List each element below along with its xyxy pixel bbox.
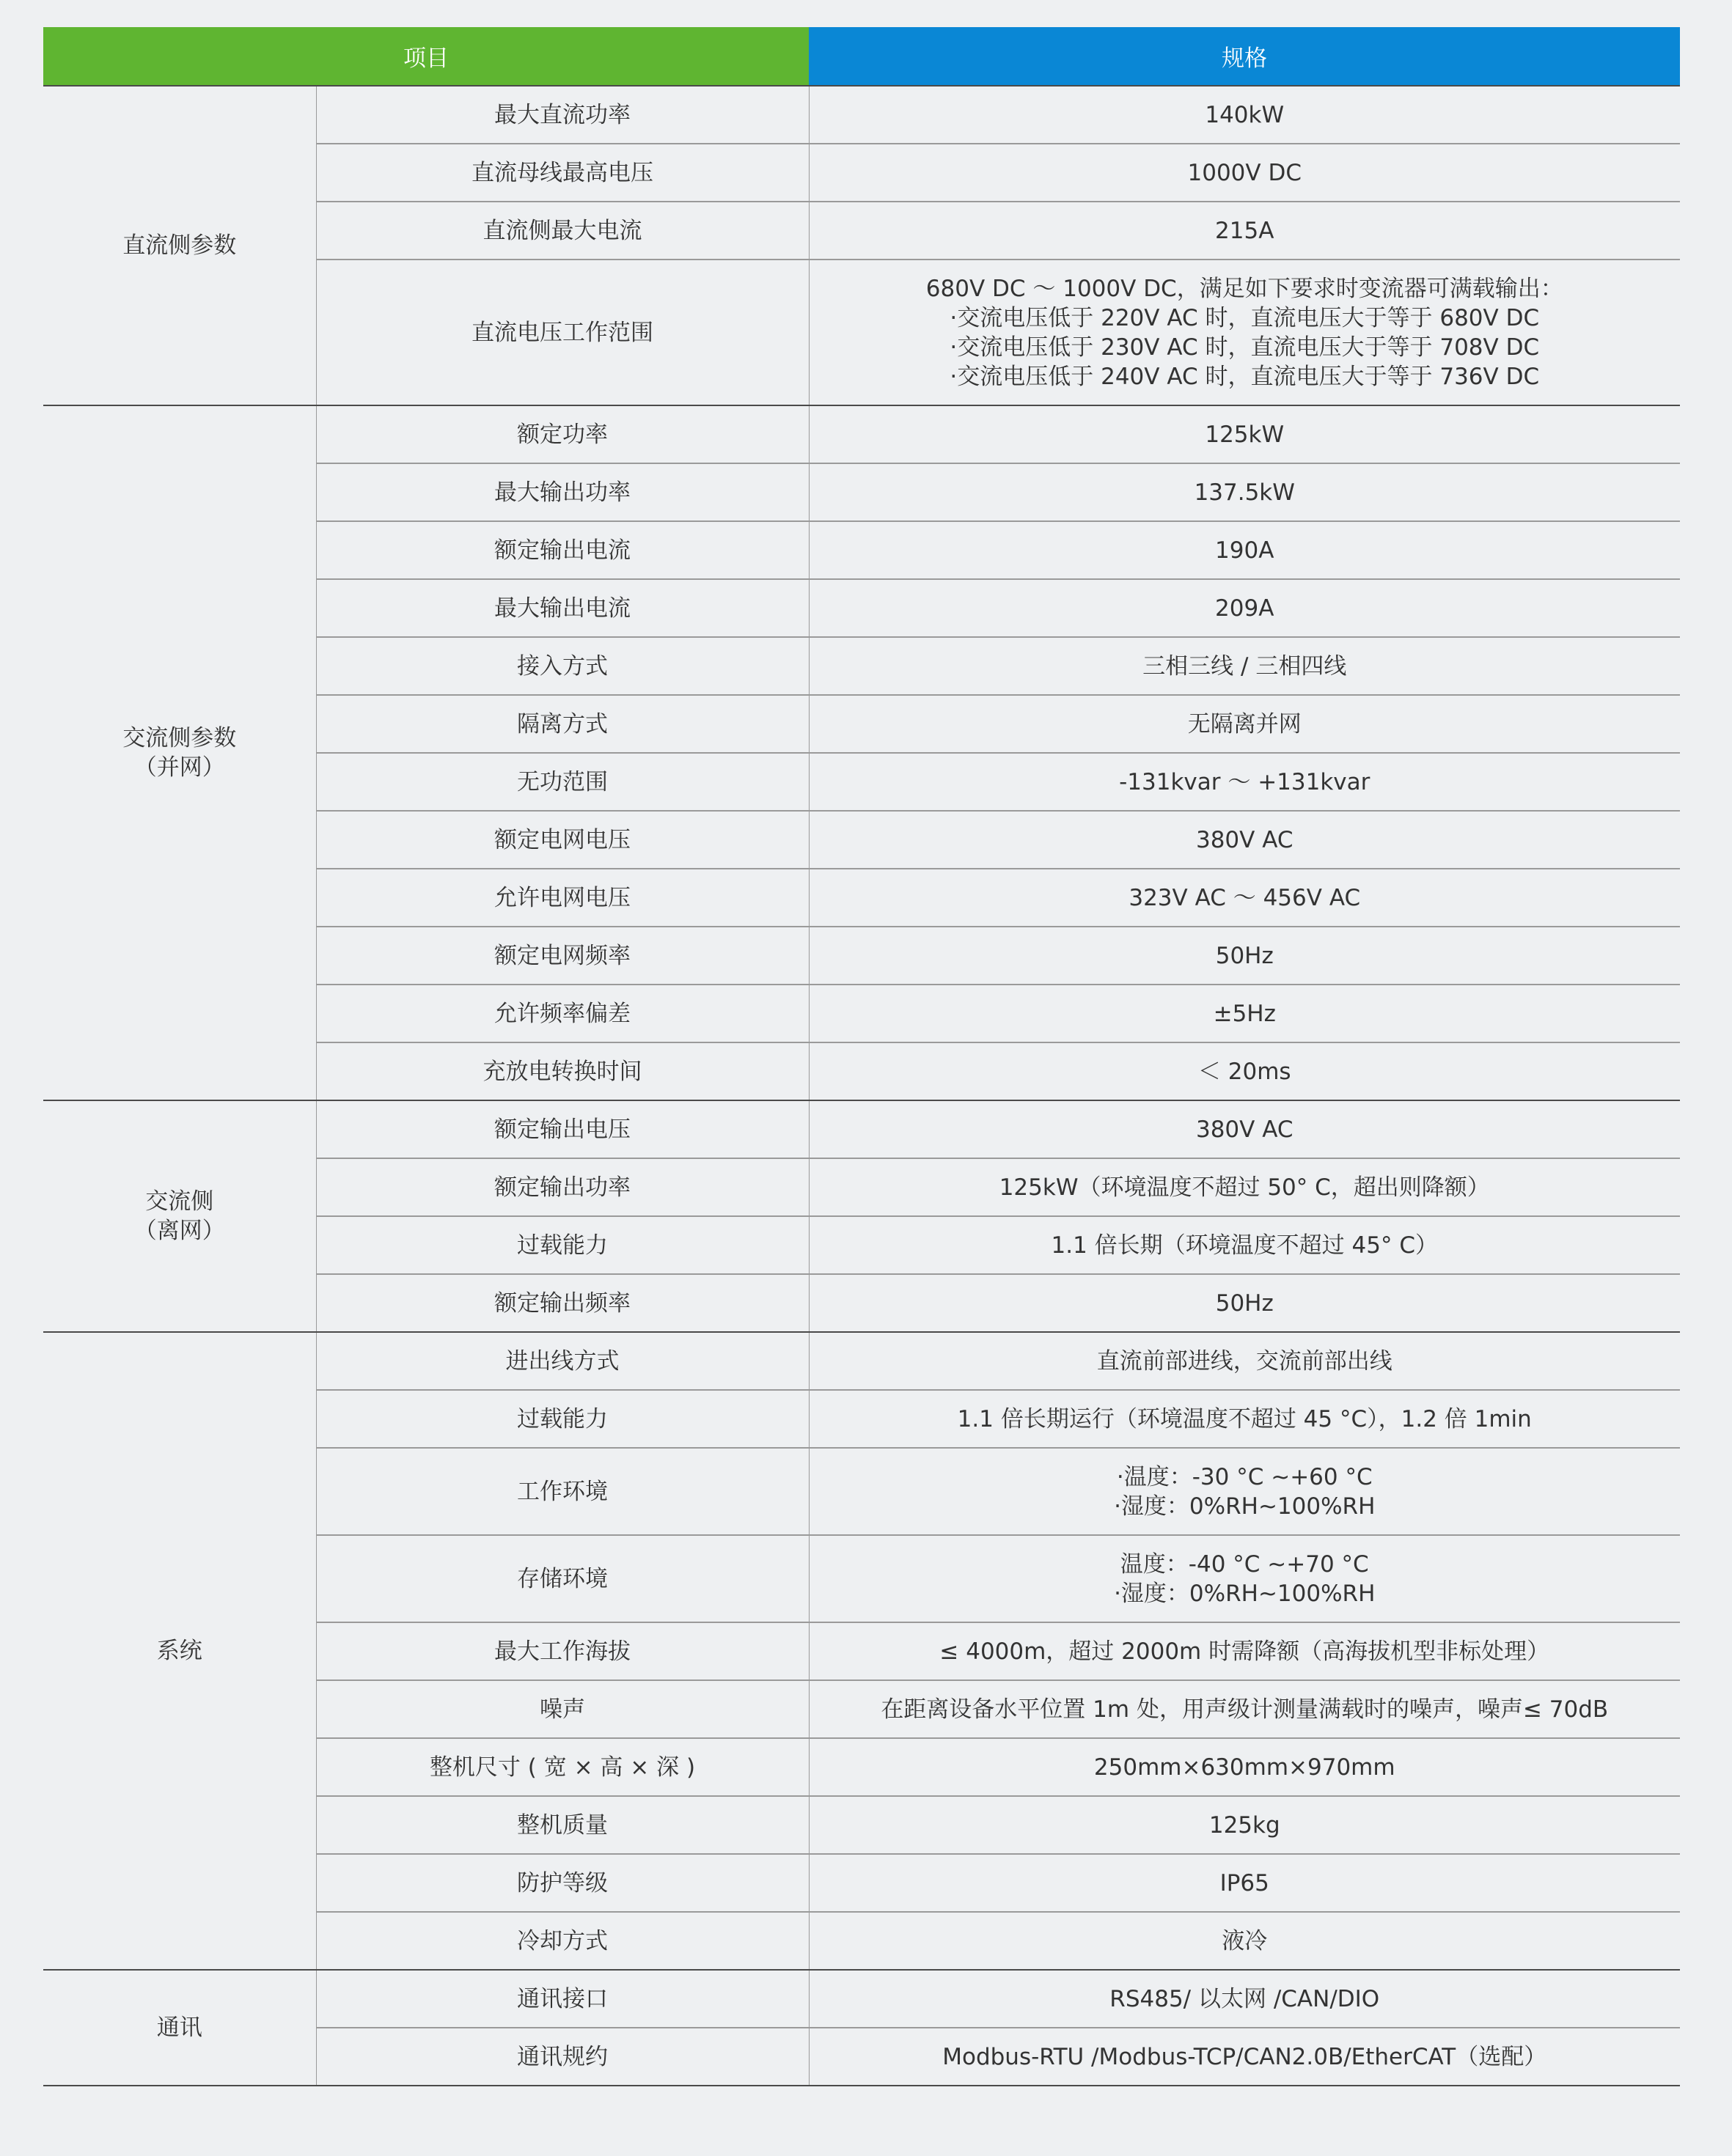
item-cell: 额定输出功率 <box>316 1158 809 1216</box>
header-row <box>43 27 1680 86</box>
value-cell <box>809 869 1680 927</box>
value-line: -131kvar ～ +131kvar <box>1119 768 1370 795</box>
item-cell: 充放电转换时间 <box>316 1042 809 1100</box>
value-cell <box>809 811 1680 869</box>
value-line: ·交流电压低于 230V AC 时，直流电压大于等于 708V DC <box>950 334 1540 361</box>
value-line: 50Hz <box>1215 1289 1274 1317</box>
table-row <box>43 86 1680 144</box>
item-cell: 允许频率偏差 <box>316 985 809 1042</box>
table-header <box>43 27 1680 86</box>
group-label: 通讯 <box>43 1970 316 2086</box>
value-cell <box>809 1216 1680 1274</box>
value-cell <box>809 144 1680 202</box>
spec-table <box>43 27 1680 2086</box>
value-cell <box>809 1796 1680 1854</box>
header-item: 项目 <box>43 27 809 86</box>
item-cell: 存储环境 <box>316 1535 809 1622</box>
item-cell: 允许电网电压 <box>316 869 809 927</box>
value-line: 250mm×630mm×970mm <box>1093 1754 1395 1781</box>
value-cell <box>809 1390 1680 1448</box>
value-line: 三相三线 / 三相四线 <box>1142 652 1347 680</box>
item-cell: 工作环境 <box>316 1448 809 1535</box>
value-line: 液冷 <box>1222 1927 1268 1954</box>
item-cell: 整机尺寸 ( 宽 × 高 × 深 ) <box>316 1738 809 1796</box>
value-line: ·交流电压低于 240V AC 时，直流电压大于等于 736V DC <box>950 363 1540 390</box>
group-label: 交流侧 （离网） <box>43 1100 316 1332</box>
header-spec: 规格 <box>809 27 1680 86</box>
item-cell: 通讯接口 <box>316 1970 809 2028</box>
group-label: 直流侧参数 <box>43 86 316 405</box>
table-row <box>43 405 1680 463</box>
value-cell <box>809 202 1680 260</box>
value-cell <box>809 86 1680 144</box>
value-line: 125kW <box>1205 421 1285 448</box>
table-row <box>43 1100 1680 1158</box>
item-cell: 额定输出电压 <box>316 1100 809 1158</box>
item-cell: 额定功率 <box>316 405 809 463</box>
value-line: 209A <box>1215 595 1274 622</box>
item-cell: 最大直流功率 <box>316 86 809 144</box>
item-cell: 通讯规约 <box>316 2028 809 2086</box>
item-cell: 额定电网电压 <box>316 811 809 869</box>
value-line: 680V DC ～ 1000V DC，满足如下要求时变流器可满载输出： <box>925 275 1563 302</box>
item-cell: 过载能力 <box>316 1216 809 1274</box>
item-cell: 进出线方式 <box>316 1332 809 1390</box>
item-cell: 直流母线最高电压 <box>316 144 809 202</box>
value-cell <box>809 1622 1680 1680</box>
item-cell: 隔离方式 <box>316 695 809 753</box>
value-line: 380V AC <box>1195 1116 1294 1143</box>
item-cell: 噪声 <box>316 1680 809 1738</box>
value-line: 温度：-40 °C ~+70 °C <box>1120 1550 1369 1578</box>
item-cell: 直流侧最大电流 <box>316 202 809 260</box>
item-cell: 无功范围 <box>316 753 809 811</box>
value-cell <box>809 927 1680 985</box>
value-line: 125kW（环境温度不超过 50° C，超出则降额） <box>999 1174 1490 1201</box>
value-cell <box>809 1535 1680 1622</box>
value-line: 137.5kW <box>1194 479 1295 506</box>
value-cell <box>809 1680 1680 1738</box>
value-cell <box>809 695 1680 753</box>
value-cell <box>809 463 1680 521</box>
value-line: 380V AC <box>1195 826 1294 853</box>
value-cell <box>809 1158 1680 1216</box>
value-line: ·温度：-30 °C ~+60 °C <box>1116 1463 1373 1490</box>
item-cell: 额定电网频率 <box>316 927 809 985</box>
value-line: 1.1 倍长期（环境温度不超过 45° C） <box>1051 1232 1438 1259</box>
value-line: IP65 <box>1219 1869 1269 1896</box>
item-cell: 直流电压工作范围 <box>316 260 809 405</box>
value-line: ＜ 20ms <box>1197 1058 1291 1085</box>
item-cell: 最大输出电流 <box>316 579 809 637</box>
value-line: 140kW <box>1205 101 1285 128</box>
table-body <box>43 86 1680 2086</box>
value-cell <box>809 1274 1680 1332</box>
item-cell: 防护等级 <box>316 1854 809 1912</box>
value-cell <box>809 1042 1680 1100</box>
value-line: 50Hz <box>1215 942 1274 969</box>
item-cell: 最大输出功率 <box>316 463 809 521</box>
value-line: 在距离设备水平位置 1m 处，用声级计测量满载时的噪声，噪声≤ 70dB <box>881 1696 1609 1723</box>
value-line: 215A <box>1215 217 1274 244</box>
value-cell <box>809 1738 1680 1796</box>
group-label: 系统 <box>43 1332 316 1970</box>
item-cell: 接入方式 <box>316 637 809 695</box>
value-line: 1.1 倍长期运行（环境温度不超过 45 °C），1.2 倍 1min <box>957 1405 1532 1432</box>
table-row <box>43 1332 1680 1390</box>
value-line: 190A <box>1215 537 1274 564</box>
value-cell <box>809 1854 1680 1912</box>
item-cell: 冷却方式 <box>316 1912 809 1970</box>
value-cell <box>809 1332 1680 1390</box>
value-line: 1000V DC <box>1187 159 1302 186</box>
value-line: ·湿度：0%RH~100%RH <box>1114 1580 1376 1607</box>
value-cell <box>809 260 1680 405</box>
value-cell <box>809 1970 1680 2028</box>
value-cell <box>809 521 1680 579</box>
item-cell: 整机质量 <box>316 1796 809 1854</box>
group-label: 交流侧参数 （并网） <box>43 405 316 1100</box>
value-cell <box>809 1448 1680 1535</box>
item-cell: 最大工作海拔 <box>316 1622 809 1680</box>
value-cell <box>809 579 1680 637</box>
value-cell <box>809 1100 1680 1158</box>
item-cell: 过载能力 <box>316 1390 809 1448</box>
value-line: 直流前部进线，交流前部出线 <box>1096 1347 1392 1375</box>
table-row <box>43 1970 1680 2028</box>
value-cell <box>809 637 1680 695</box>
value-cell <box>809 985 1680 1042</box>
value-line: RS485/ 以太网 /CAN/DIO <box>1109 1985 1380 2012</box>
value-line: ≤ 4000m，超过 2000m 时需降额（高海拔机型非标处理） <box>939 1638 1550 1665</box>
value-cell <box>809 1912 1680 1970</box>
value-line: 无隔离并网 <box>1187 710 1302 737</box>
item-cell: 额定输出电流 <box>316 521 809 579</box>
value-line: ·交流电压低于 220V AC 时，直流电压大于等于 680V DC <box>950 304 1540 331</box>
value-cell <box>809 753 1680 811</box>
value-line: 323V AC ～ 456V AC <box>1129 884 1361 911</box>
item-cell: 额定输出频率 <box>316 1274 809 1332</box>
value-line: Modbus-RTU /Modbus-TCP/CAN2.0B/EtherCAT（选配） <box>942 2043 1547 2070</box>
value-cell <box>809 2028 1680 2086</box>
value-line: ·湿度：0%RH~100%RH <box>1114 1493 1376 1520</box>
value-cell <box>809 405 1680 463</box>
value-line: ±5Hz <box>1213 1000 1276 1027</box>
value-line: 125kg <box>1208 1811 1280 1839</box>
